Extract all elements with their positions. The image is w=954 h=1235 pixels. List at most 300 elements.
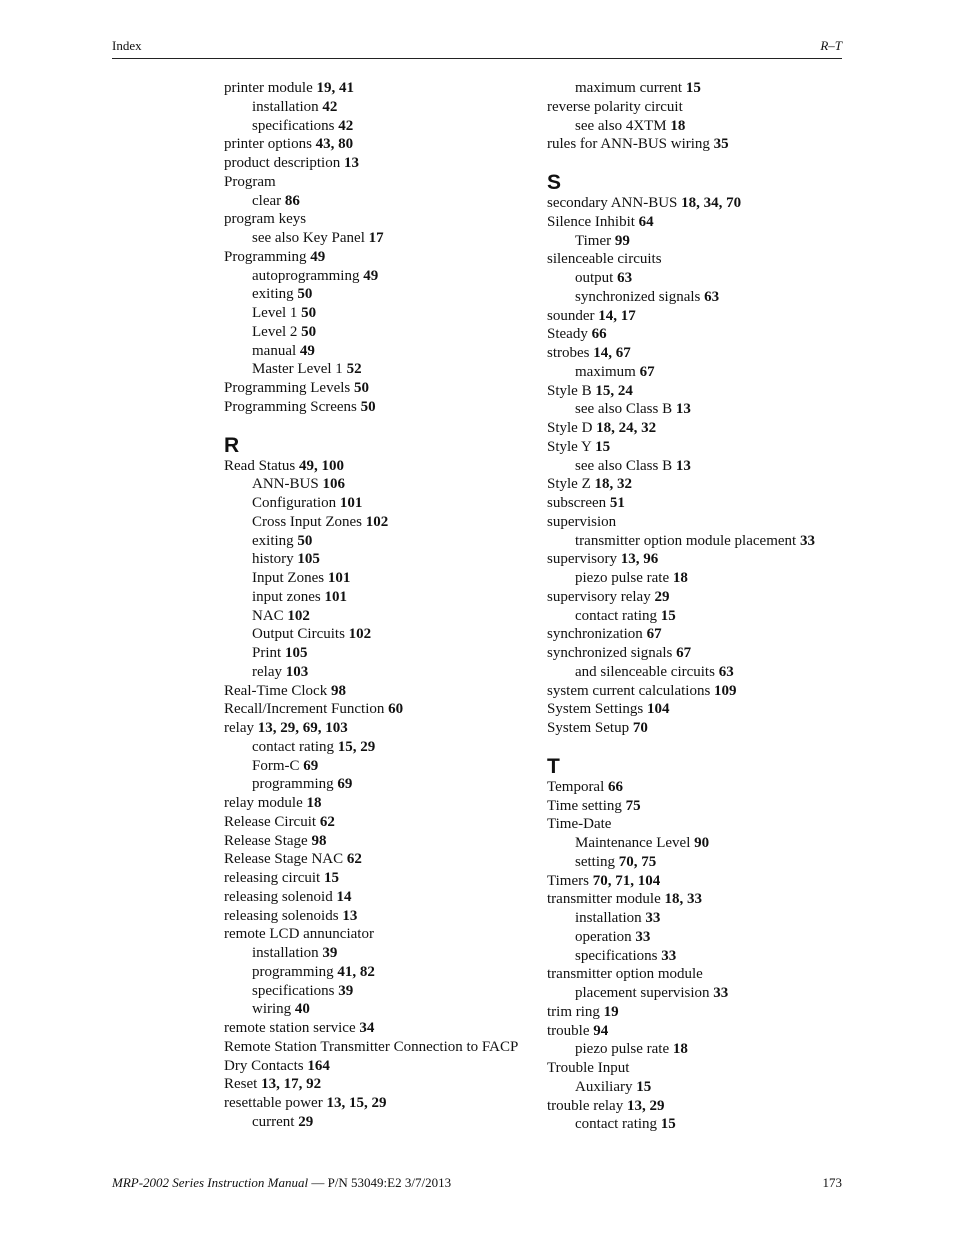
index-term: Style Z	[547, 476, 595, 493]
index-page-numbers[interactable]: 86	[284, 192, 300, 209]
index-term: clear	[252, 192, 285, 209]
index-entry	[547, 513, 847, 532]
index-term: transmitter module	[547, 891, 665, 908]
index-term: programming	[252, 963, 338, 980]
index-page-numbers[interactable]: 33	[661, 947, 677, 964]
index-term: current	[252, 1113, 299, 1130]
index-page-numbers[interactable]: 102	[348, 626, 372, 643]
index-entry	[547, 872, 847, 891]
index-term: output	[575, 270, 618, 286]
index-entry	[224, 869, 534, 888]
index-term: Steady	[547, 326, 592, 343]
index-subentry	[224, 963, 534, 982]
index-entry	[547, 965, 847, 984]
index-entry	[547, 135, 847, 154]
index-term: Release Stage NAC	[224, 851, 347, 868]
index-subentry	[224, 1000, 534, 1019]
index-subentry	[547, 288, 847, 307]
index-entry	[224, 135, 534, 154]
index-term: autoprogramming	[252, 267, 364, 284]
index-subentry	[547, 269, 847, 288]
index-page-numbers[interactable]: 13, 29, 69, 103	[257, 720, 348, 736]
index-subentry	[224, 98, 534, 117]
index-term: Real-Time Clock	[224, 682, 331, 699]
index-term: Level 1	[252, 305, 302, 321]
index-term: specifications	[575, 947, 662, 964]
index-term: contact rating	[575, 607, 661, 624]
index-page-numbers[interactable]: 15	[660, 607, 676, 624]
index-page-numbers[interactable]: 18, 34, 70	[681, 195, 742, 211]
index-page-numbers[interactable]: 101	[327, 570, 351, 586]
index-subentry	[224, 588, 534, 607]
index-entry	[224, 154, 534, 173]
index-page-numbers[interactable]: 69	[337, 776, 353, 793]
index-term: silenceable circuits	[547, 251, 662, 268]
index-subentry	[224, 625, 534, 644]
index-page-numbers[interactable]: 66	[608, 778, 624, 795]
index-subentry	[224, 117, 534, 136]
index-term: Release Circuit	[224, 813, 320, 830]
index-entry	[547, 625, 847, 644]
index-term: rules for ANN-BUS wiring	[547, 136, 714, 153]
index-term: installation	[575, 910, 646, 926]
index-entry	[547, 890, 847, 909]
index-term: secondary ANN-BUS	[547, 195, 682, 211]
index-subentry	[224, 513, 534, 532]
index-subentry	[547, 117, 847, 136]
index-page-numbers[interactable]: 105	[297, 551, 320, 568]
index-term: Form-C	[252, 757, 304, 774]
index-page-numbers[interactable]: 99	[614, 232, 630, 249]
index-term: exiting	[252, 532, 298, 549]
index-subentry	[224, 494, 534, 513]
index-term: Style D	[547, 420, 597, 436]
index-page-numbers[interactable]: 102	[365, 513, 389, 530]
index-page-numbers[interactable]: 49, 100	[299, 457, 344, 474]
index-term: synchronized signals	[575, 288, 705, 305]
index-page-numbers[interactable]: 106	[322, 476, 345, 493]
index-term: synchronized signals	[547, 645, 677, 661]
index-entry	[547, 344, 847, 363]
index-page-numbers[interactable]: 50	[360, 398, 376, 415]
index-subentry	[547, 79, 847, 98]
index-term: relay	[252, 663, 286, 680]
index-term: wiring	[252, 1001, 295, 1018]
index-term: Dry Contacts	[224, 1057, 308, 1074]
index-entry	[547, 719, 847, 738]
index-entry	[547, 475, 847, 494]
index-entry	[547, 494, 847, 513]
index-subentry	[224, 982, 534, 1001]
index-term: remote LCD annunciator	[224, 926, 374, 943]
index-term: history	[252, 551, 298, 568]
index-term: Program	[224, 173, 276, 190]
index-entry	[224, 457, 534, 476]
index-term: Programming	[224, 248, 311, 265]
index-entry	[224, 79, 534, 98]
index-page-numbers[interactable]: 50	[297, 286, 313, 303]
index-page-numbers[interactable]: 51	[609, 495, 625, 511]
index-page-numbers[interactable]: 94	[593, 1022, 609, 1039]
index-subentry	[224, 1113, 534, 1132]
index-page-numbers[interactable]: 42	[322, 98, 338, 115]
index-term: transmitter option module	[547, 966, 703, 983]
index-page-numbers[interactable]: 64	[638, 213, 654, 230]
index-term: Silence Inhibit	[547, 213, 639, 230]
index-page-numbers[interactable]: 69	[303, 757, 319, 774]
index-term: NAC	[252, 607, 288, 624]
index-subentry	[224, 569, 534, 588]
index-entry	[224, 907, 534, 926]
index-term: Trouble Input	[547, 1060, 630, 1076]
index-entry	[224, 813, 534, 832]
index-entry	[547, 213, 847, 232]
index-entry	[224, 1057, 534, 1076]
index-page-numbers[interactable]: 13	[675, 457, 691, 474]
index-page-numbers[interactable]: 52	[346, 361, 362, 378]
index-page-numbers[interactable]: 49	[363, 267, 379, 284]
index-term: ANN-BUS	[252, 476, 323, 493]
index-page-numbers[interactable]: 43, 80	[315, 136, 354, 153]
index-page-numbers[interactable]: 18, 33	[664, 891, 702, 908]
index-entry	[547, 700, 847, 719]
index-term: Programming Levels	[224, 380, 354, 396]
index-subentry	[547, 663, 847, 682]
index-page-numbers[interactable]: 75	[625, 797, 641, 814]
index-page-numbers[interactable]: 101	[339, 495, 363, 511]
index-term: piezo pulse rate	[575, 570, 673, 586]
index-term: releasing solenoids	[224, 907, 343, 924]
index-entry	[547, 1097, 847, 1116]
index-page-numbers[interactable]: 13	[342, 907, 358, 924]
index-page-numbers[interactable]: 50	[301, 323, 317, 340]
index-page-numbers[interactable]: 67	[646, 626, 662, 643]
index-page-numbers[interactable]: 98	[330, 682, 346, 699]
index-term: Auxiliary	[575, 1078, 637, 1095]
index-subentry	[224, 550, 534, 569]
index-page-numbers[interactable]: 29	[654, 588, 670, 605]
index-subentry	[224, 304, 534, 323]
index-entry	[547, 250, 847, 269]
index-subentry	[547, 928, 847, 947]
index-term: setting	[575, 853, 619, 870]
index-entry	[224, 719, 534, 738]
index-page-numbers[interactable]: 109	[714, 682, 737, 699]
index-subentry	[547, 1115, 847, 1134]
index-letter-heading: R	[224, 433, 240, 457]
index-term: Level 2	[252, 323, 302, 340]
index-entry	[224, 379, 534, 398]
index-term: Remote Station Transmitter Connection to FACP	[224, 1038, 519, 1055]
index-entry	[547, 1059, 847, 1078]
index-page-numbers[interactable]: 63	[704, 288, 720, 305]
footer-manual-title: MRP-2002 Series Instruction Manual	[112, 1175, 309, 1190]
index-page-numbers[interactable]: 35	[713, 136, 729, 153]
index-entry	[224, 682, 534, 701]
index-entry	[547, 550, 847, 569]
index-page-numbers[interactable]: 98	[311, 832, 327, 849]
index-term: releasing solenoid	[224, 888, 337, 905]
index-entry	[547, 1022, 847, 1041]
index-page-numbers[interactable]: 15	[636, 1078, 652, 1095]
index-term: subscreen	[547, 495, 610, 511]
index-page-numbers[interactable]: 105	[284, 645, 308, 661]
index-page-numbers[interactable]: 90	[694, 835, 710, 851]
index-page-numbers[interactable]: 39	[322, 945, 338, 961]
index-term: System Settings	[547, 701, 648, 718]
index-term: Maintenance Level	[575, 835, 695, 851]
index-subentry	[224, 607, 534, 626]
index-term: trouble relay	[547, 1097, 627, 1114]
index-subentry	[547, 363, 847, 382]
index-entry	[224, 832, 534, 851]
index-term: specifications	[252, 982, 339, 999]
index-page-numbers[interactable]: 63	[718, 663, 734, 680]
index-term: printer options	[224, 136, 316, 153]
index-page-numbers[interactable]: 70	[632, 720, 648, 736]
index-page-numbers[interactable]: 49	[299, 342, 315, 359]
index-subentry	[224, 475, 534, 494]
page-header	[112, 38, 842, 59]
index-subentry	[224, 775, 534, 794]
index-page-numbers[interactable]: 18, 32	[594, 476, 632, 493]
index-term: remote station service	[224, 1020, 360, 1036]
index-page-numbers[interactable]: 34	[359, 1020, 375, 1036]
index-term: and silenceable circuits	[575, 663, 719, 680]
index-subentry	[224, 738, 534, 757]
header-range: R–T	[820, 38, 842, 53]
index-page-numbers[interactable]: 15, 29	[337, 738, 376, 755]
index-page-numbers[interactable]: 62	[346, 851, 362, 868]
index-term: system current calculations	[547, 682, 715, 699]
index-term: maximum	[575, 363, 640, 380]
index-page-numbers[interactable]: 70, 71, 104	[592, 872, 661, 889]
index-entry	[547, 438, 847, 457]
index-subentry	[224, 192, 534, 211]
index-page-numbers[interactable]: 164	[307, 1057, 330, 1074]
index-page-numbers[interactable]: 102	[287, 607, 310, 624]
index-term: contact rating	[575, 1116, 661, 1133]
index-page-numbers[interactable]: 13	[675, 401, 691, 418]
index-entry	[224, 888, 534, 907]
index-page-numbers[interactable]: 13	[343, 155, 359, 171]
index-page-numbers[interactable]: 18	[672, 1041, 688, 1058]
index-page-numbers[interactable]: 13, 15, 29	[326, 1095, 387, 1111]
index-subentry	[547, 1040, 847, 1059]
index-page-numbers[interactable]: 70, 75	[618, 853, 657, 870]
index-page-numbers[interactable]: 66	[591, 326, 607, 343]
index-page-numbers[interactable]: 18	[672, 570, 688, 586]
index-page-numbers[interactable]: 33	[713, 985, 729, 1001]
index-entry	[224, 1038, 534, 1057]
index-subentry	[547, 607, 847, 626]
index-entry	[224, 1075, 534, 1094]
index-page-numbers[interactable]: 41, 82	[337, 963, 375, 980]
index-page-numbers[interactable]: 33	[799, 532, 815, 549]
index-term: Read Status	[224, 457, 299, 474]
index-page-numbers[interactable]: 42	[338, 117, 354, 134]
header-section: Index	[112, 38, 142, 53]
index-term: programming	[252, 776, 338, 793]
index-term: Print	[252, 645, 285, 661]
index-page-numbers[interactable]: 103	[285, 663, 309, 680]
index-subentry	[547, 984, 847, 1003]
index-page-numbers[interactable]: 14, 67	[593, 345, 631, 361]
index-subentry	[547, 569, 847, 588]
index-entry	[224, 925, 534, 944]
index-page-numbers[interactable]: 18, 24, 32	[596, 420, 657, 436]
index-term: Time setting	[547, 797, 626, 814]
index-page-numbers[interactable]: 104	[647, 701, 670, 718]
index-page-numbers[interactable]: 15	[660, 1116, 676, 1133]
index-term: System Setup	[547, 720, 633, 736]
index-term: Output Circuits	[252, 626, 349, 643]
index-page-numbers[interactable]: 67	[676, 645, 692, 661]
index-page-numbers[interactable]: 33	[645, 910, 661, 926]
index-term: Reset	[224, 1076, 262, 1093]
index-subentry	[224, 944, 534, 963]
index-subentry	[547, 1078, 847, 1097]
index-page-numbers[interactable]: 13, 96	[620, 551, 659, 568]
index-term: Cross Input Zones	[252, 513, 366, 530]
index-subentry	[547, 400, 847, 419]
index-term: Style Y	[547, 438, 596, 455]
index-page-numbers[interactable]: 17	[368, 230, 384, 246]
index-term: Time-Date	[547, 816, 612, 833]
index-term: Configuration	[252, 495, 340, 511]
index-entry	[547, 1003, 847, 1022]
index-subentry	[224, 644, 534, 663]
index-entry	[547, 644, 847, 663]
index-entry	[224, 210, 534, 229]
index-page-numbers[interactable]: 101	[324, 588, 347, 605]
index-page-numbers[interactable]: 39	[338, 982, 354, 999]
index-term: contact rating	[252, 738, 338, 755]
index-subentry	[547, 853, 847, 872]
footer-manual	[112, 1175, 451, 1191]
index-subentry	[547, 947, 847, 966]
index-term: exiting	[252, 286, 298, 303]
index-term: supervisory	[547, 551, 621, 568]
index-term: sounder	[547, 307, 599, 324]
index-term: product description	[224, 155, 344, 171]
index-page-numbers[interactable]: 33	[635, 928, 651, 945]
index-page-numbers[interactable]: 13, 17, 92	[261, 1076, 322, 1093]
index-subentry	[224, 323, 534, 342]
index-entry	[224, 173, 534, 192]
index-page-numbers[interactable]: 13, 29	[626, 1097, 665, 1114]
index-entry	[547, 325, 847, 344]
index-term: Temporal	[547, 778, 609, 795]
index-page-numbers[interactable]: 18	[306, 795, 322, 811]
index-entry	[224, 1094, 534, 1113]
index-term: see also Class B	[575, 401, 676, 418]
index-page-numbers[interactable]: 49	[310, 248, 326, 265]
index-entry	[224, 700, 534, 719]
footer-part-number: — P/N 53049:E2 3/7/2013	[308, 1175, 452, 1190]
index-term: trim ring	[547, 1003, 604, 1020]
index-term: reverse polarity circuit	[547, 98, 683, 115]
index-term: Programming Screens	[224, 398, 361, 415]
index-term: printer module	[224, 80, 317, 96]
index-page-numbers[interactable]: 15	[323, 870, 339, 886]
index-term: Release Stage	[224, 832, 312, 849]
index-term: trouble	[547, 1022, 594, 1039]
index-entry	[547, 588, 847, 607]
index-subentry	[547, 909, 847, 928]
index-term: transmitter option module placement	[575, 532, 800, 549]
footer-page-number: 173	[822, 1175, 842, 1190]
index-page-numbers[interactable]: 40	[294, 1001, 310, 1018]
index-term: installation	[252, 98, 323, 115]
index-entry	[547, 382, 847, 401]
index-entry	[547, 194, 847, 213]
index-entry	[224, 398, 534, 417]
index-entry	[547, 98, 847, 117]
index-entry	[547, 797, 847, 816]
index-column-right	[547, 79, 847, 1134]
index-page-numbers[interactable]: 62	[319, 813, 335, 830]
index-entry	[547, 778, 847, 797]
index-term: program keys	[224, 211, 307, 228]
index-page-numbers[interactable]: 19	[603, 1003, 619, 1020]
index-page-numbers[interactable]: 50	[353, 380, 369, 396]
index-subentry	[224, 757, 534, 776]
index-term: Style B	[547, 382, 596, 399]
index-entry	[224, 850, 534, 869]
index-subentry	[224, 360, 534, 379]
index-page-numbers[interactable]: 14, 17	[598, 307, 636, 324]
index-term: maximum current	[575, 80, 686, 96]
index-term: piezo pulse rate	[575, 1041, 673, 1058]
index-page-numbers[interactable]: 50	[301, 305, 317, 321]
index-subentry	[224, 229, 534, 248]
index-term: supervisory relay	[547, 588, 655, 605]
index-page-numbers[interactable]: 14	[336, 888, 352, 905]
index-subentry	[224, 285, 534, 304]
index-term: Timers	[547, 872, 593, 889]
index-term: strobes	[547, 345, 594, 361]
index-subentry	[224, 663, 534, 682]
index-page-numbers[interactable]: 15, 24	[595, 382, 633, 399]
index-entry	[224, 794, 534, 813]
index-term: placement supervision	[575, 985, 714, 1001]
index-page-numbers[interactable]: 15	[595, 438, 611, 455]
index-page-numbers[interactable]: 63	[617, 270, 633, 286]
index-page-numbers[interactable]: 15	[685, 80, 701, 96]
index-entry	[547, 682, 847, 701]
index-term: Master Level 1	[252, 361, 347, 378]
index-term: operation	[575, 928, 636, 945]
index-letter-heading: S	[547, 171, 562, 194]
index-term: manual	[252, 342, 300, 359]
index-subentry	[547, 532, 847, 551]
index-column-left	[224, 79, 534, 1132]
index-page-numbers[interactable]: 18	[670, 117, 686, 134]
index-subentry	[547, 457, 847, 476]
index-page-numbers[interactable]: 19, 41	[316, 80, 354, 96]
index-term: relay module	[224, 795, 307, 811]
index-page-numbers[interactable]: 60	[388, 701, 404, 718]
index-term: Input Zones	[252, 570, 328, 586]
index-page-numbers[interactable]: 50	[297, 532, 313, 549]
index-term: Timer	[575, 232, 615, 249]
index-entry	[547, 419, 847, 438]
index-page-numbers[interactable]: 29	[298, 1113, 314, 1130]
index-page-numbers[interactable]: 67	[639, 363, 655, 380]
index-term: relay	[224, 720, 258, 736]
index-term: Recall/Increment Function	[224, 701, 389, 718]
